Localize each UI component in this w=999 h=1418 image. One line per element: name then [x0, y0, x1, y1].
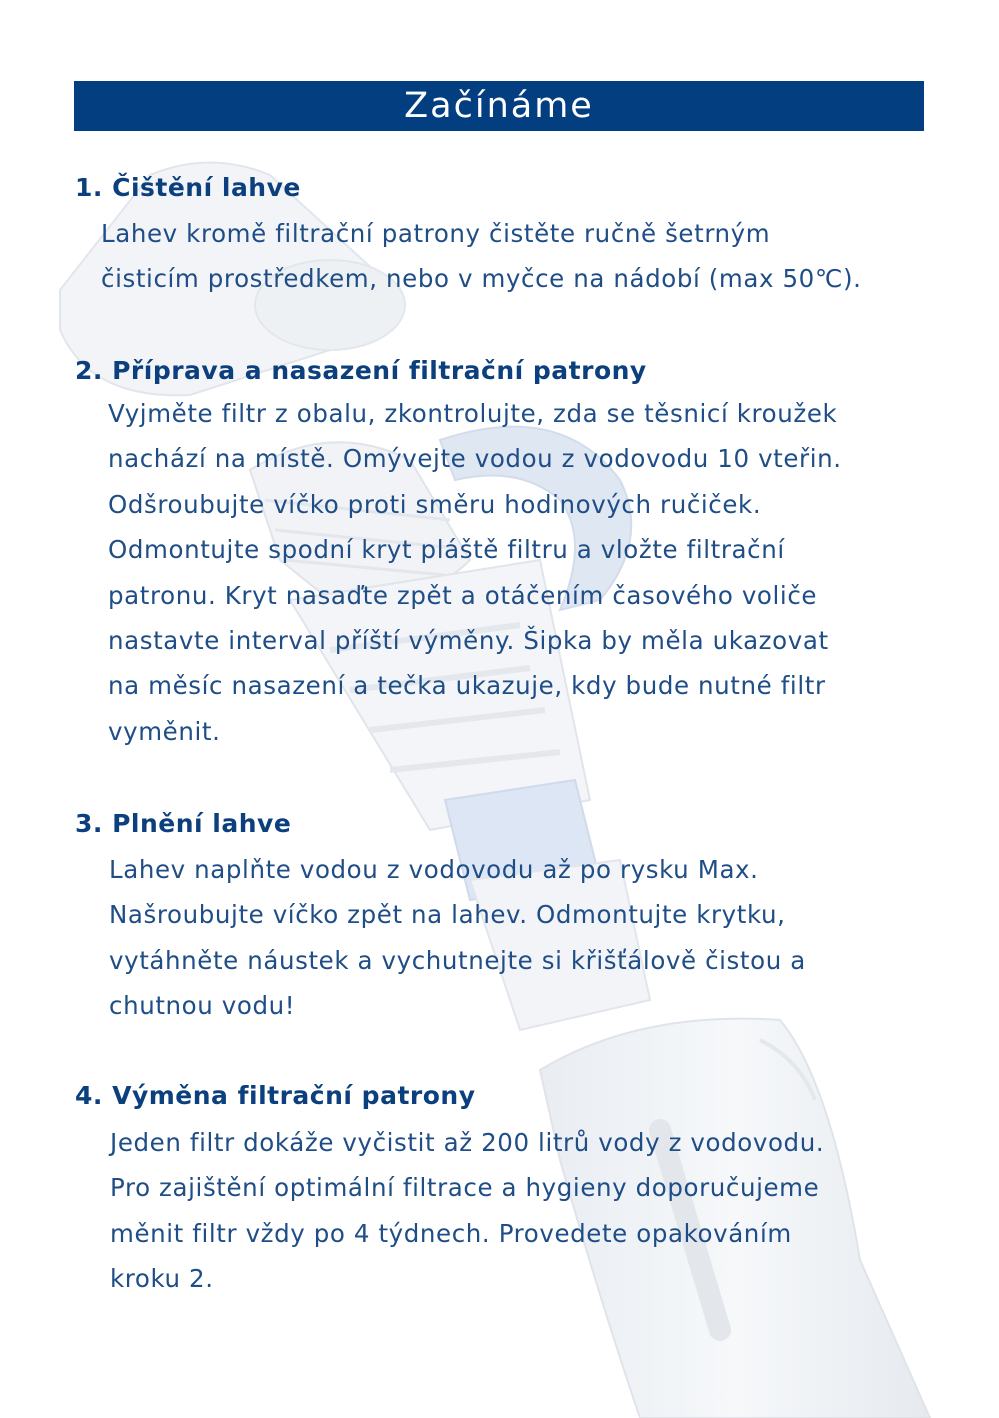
body-line: Odšroubujte víčko proti směru hodinových ručiček.	[108, 489, 762, 519]
section-body	[101, 211, 862, 302]
page-title: Začínáme	[404, 86, 594, 126]
section-body	[110, 1120, 824, 1302]
body-line: měnit filtr vždy po 4 týdnech. Provedete opakováním	[110, 1218, 792, 1248]
body-line: Vyjměte filtr z obalu, zkontrolujte, zda se těsnicí kroužek	[108, 399, 838, 428]
title-banner	[74, 81, 924, 131]
body-line: kroku 2.	[110, 1264, 214, 1294]
body-line: chutnou vodu!	[109, 991, 296, 1021]
section-heading: 2. Příprava a nasazení filtrační patrony	[75, 356, 647, 385]
body-line: vytáhněte náustek a vychutnejte si křišťálově čistou a	[109, 945, 806, 975]
body-line: patronu. Kryt nasaďte zpět a otáčením časového voliče	[108, 580, 818, 610]
body-line: Lahev kromě filtrační patrony čistěte ručně šetrným	[101, 219, 771, 248]
body-line: Lahev naplňte vodou z vodovodu až po rysku Max.	[109, 855, 759, 884]
section-heading: 4. Výměna filtrační patrony	[75, 1081, 476, 1110]
section-body	[108, 391, 842, 754]
body-line: vyměnit.	[108, 716, 221, 746]
body-line: Našroubujte víčko zpět na lahev. Odmontujte krytku,	[109, 900, 786, 930]
section-preparation	[75, 356, 842, 754]
section-heading: 3. Plnění lahve	[75, 809, 292, 838]
section-body	[109, 847, 806, 1029]
section-filling	[75, 809, 806, 1029]
body-line: Odmontujte spodní kryt pláště filtru a vložte filtrační	[108, 535, 785, 565]
body-line: nastavte interval příští výměny. Šipka by měla ukazovat	[108, 626, 829, 656]
section-cleaning	[75, 173, 862, 302]
section-heading: 1. Čištění lahve	[75, 173, 301, 202]
body-line: nachází na místě. Omývejte vodou z vodovodu 10 vteřin.	[108, 444, 842, 474]
section-replacement	[75, 1081, 824, 1302]
body-line: Jeden filtr dokáže vyčistit až 200 litrů vody z vodovodu.	[110, 1128, 825, 1157]
body-line: Pro zajištění optimální filtrace a hygieny doporučujeme	[110, 1173, 820, 1203]
body-line: čisticím prostředkem, nebo v myčce na nádobí (max 50℃).	[101, 264, 862, 294]
body-line: na měsíc nasazení a tečka ukazuje, kdy bude nutné filtr	[108, 671, 826, 701]
